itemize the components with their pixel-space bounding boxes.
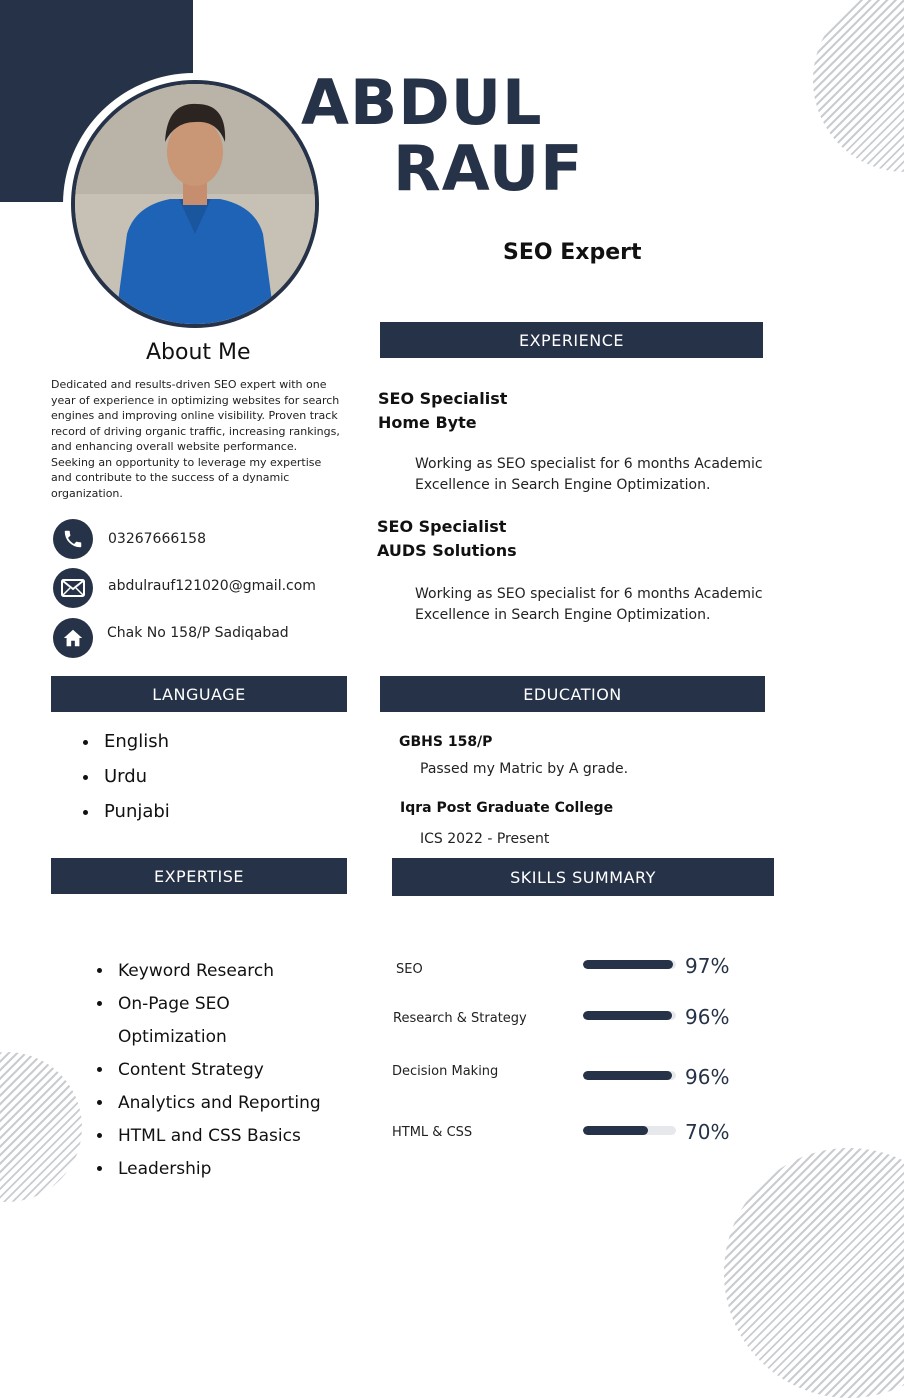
- expertise-item: • Analytics and Reporting: [114, 1087, 337, 1120]
- home-icon: [53, 618, 93, 658]
- about-title: About Me: [146, 340, 251, 365]
- language-heading: LANGUAGE: [152, 684, 246, 704]
- email-address[interactable]: abdulrauf121020@gmail.com: [108, 578, 316, 594]
- skills-heading: SKILLS SUMMARY: [510, 867, 656, 887]
- skill-bar-track: [583, 1071, 676, 1080]
- expertise-item: • On-Page SEO Optimization: [114, 988, 337, 1054]
- skill-label: Decision Making: [392, 1064, 499, 1079]
- hatched-circle-bottom-left: [0, 1052, 82, 1202]
- envelope-glyph: [61, 579, 85, 597]
- hatched-circle-top-right: [813, 0, 904, 172]
- skill-percent: 96%: [685, 1065, 730, 1089]
- language-item: • Urdu: [100, 759, 170, 794]
- expertise-heading-bar: [51, 858, 347, 894]
- expertise-list: [92, 955, 337, 1186]
- language-heading-bar: [51, 676, 347, 712]
- job-title: SEO Specialist: [378, 389, 508, 408]
- skill-bar-track: [583, 1011, 676, 1020]
- job-company: AUDS Solutions: [377, 541, 517, 560]
- person-illustration: [75, 84, 315, 324]
- skill-percent: 70%: [685, 1120, 730, 1144]
- job-description: Working as SEO specialist for 6 months Academic Excellence in Search Engine Optimization.: [415, 586, 763, 623]
- skill-label: SEO: [396, 962, 423, 977]
- phone-icon: [53, 519, 93, 559]
- skill-bar-track: [583, 1126, 676, 1135]
- phone-glyph: [62, 528, 84, 550]
- skill-label: HTML & CSS: [392, 1125, 473, 1140]
- job-entry: [377, 515, 517, 563]
- education-school: Iqra Post Graduate College: [400, 800, 614, 816]
- skill-percent: 96%: [685, 1005, 730, 1029]
- expertise-heading: EXPERTISE: [153, 866, 245, 886]
- experience-heading-bar: [380, 322, 763, 358]
- skill-bar-fill: [583, 960, 673, 969]
- experience-heading: EXPERIENCE: [518, 330, 625, 350]
- language-item: • English: [100, 724, 170, 759]
- expertise-item: • Keyword Research: [114, 955, 337, 988]
- skill-bar-fill: [583, 1126, 648, 1135]
- education-detail: Passed my Matric by A grade.: [420, 761, 629, 777]
- skills-heading-bar: [392, 858, 774, 896]
- job-entry: [378, 387, 507, 435]
- job-company: Home Byte: [378, 413, 477, 432]
- home-glyph: [62, 627, 84, 649]
- expertise-item: • Content Strategy: [114, 1054, 337, 1087]
- education-school: GBHS 158/P: [399, 734, 493, 750]
- home-address: Chak No 158/P Sadiqabad: [107, 625, 289, 641]
- job-description: Working as SEO specialist for 6 months Academic Excellence in Search Engine Optimization.: [415, 456, 763, 493]
- first-name: ABDUL: [301, 66, 543, 139]
- profile-photo: [71, 80, 319, 328]
- language-item: • Punjabi: [100, 794, 170, 829]
- skill-label: Research & Strategy: [393, 1011, 527, 1026]
- expertise-item: • Leadership: [114, 1153, 337, 1186]
- skill-bar-fill: [583, 1011, 672, 1020]
- education-heading: EDUCATION: [523, 684, 622, 704]
- expertise-item: • HTML and CSS Basics: [114, 1120, 337, 1153]
- skill-percent: 97%: [685, 954, 730, 978]
- last-name: RAUF: [393, 132, 584, 205]
- job-role: SEO Expert: [503, 240, 642, 265]
- language-list: [78, 724, 170, 829]
- education-detail: ICS 2022 - Present: [420, 831, 550, 847]
- phone-number[interactable]: 03267666158: [108, 531, 206, 547]
- email-icon: [53, 568, 93, 608]
- job-title: SEO Specialist: [377, 517, 507, 536]
- about-text: Dedicated and results-driven SEO expert with one year of experience in optimizing websites for search engines and improving online visibility. Proven track record of driving organic traffic, increasing rankings, and enhancing overall website performance. Seeking an opportunity to leverage my expertise and contribute to the success of a dynamic organization.: [51, 378, 340, 500]
- skill-bar-track: [583, 960, 676, 969]
- hatched-circle-bottom-right: [724, 1148, 904, 1398]
- education-heading-bar: [380, 676, 765, 712]
- skill-bar-fill: [583, 1071, 672, 1080]
